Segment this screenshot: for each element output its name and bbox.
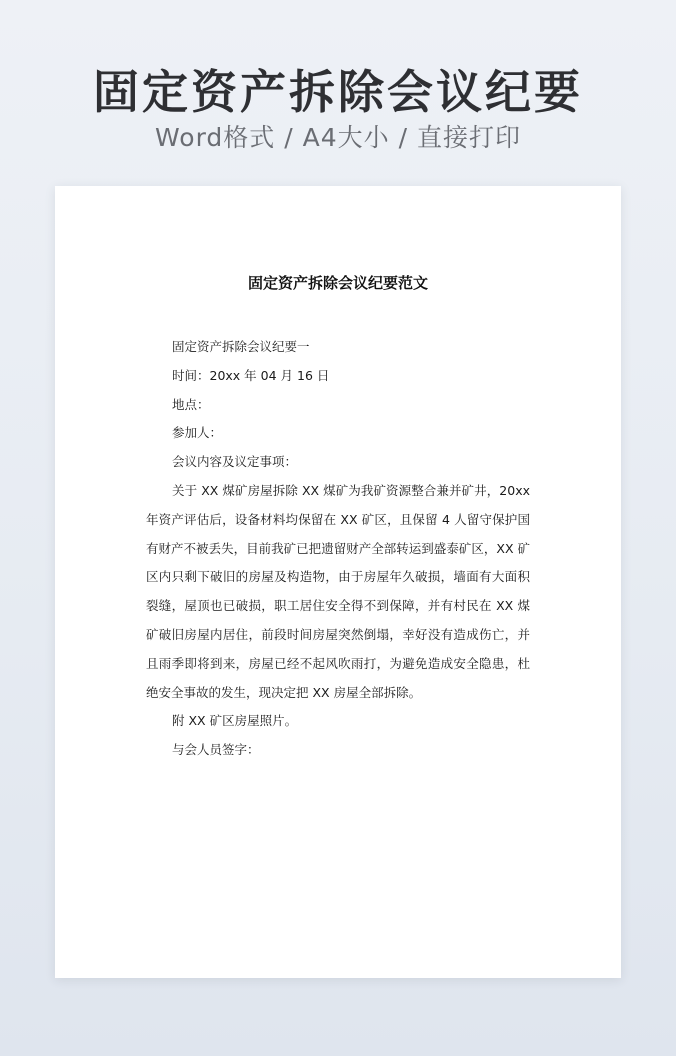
meeting-location: 地点： [172, 396, 210, 412]
document-page [55, 186, 621, 978]
minutes-heading: 固定资产拆除会议纪要一 [172, 339, 310, 354]
attachment-note: 附 XX 矿区房屋照片。 [172, 713, 298, 729]
banner-title: 固定资产拆除会议纪要 [93, 65, 583, 119]
main-paragraph: 关于 XX 煤矿房屋拆除 XX 煤矿为我矿资源整合兼并矿井，20xx 年资产评估后，设备材料均保留在 XX 矿区，且保留 4 人留守保护国有财产不被丢失，目前我矿已把遗留财产全部转运到盛泰矿区，XX 矿区内只剩下破旧的房屋及构造物，由于房屋年久破损，墙面有大面积裂缝，屋顶也已破损，职工居住安全得不到保障，并有村民在 XX 煤矿破旧房屋内居住，前段时间房屋突然倒塌，幸好没有造成伤亡，并且雨季即将到来，房屋已经不起风吹雨打，为避免造成安全隐患，杜绝安全事故的发生，现决定把 XX 房屋全部拆除。 [146, 482, 530, 700]
agenda-heading: 会议内容及议定事项： [172, 454, 298, 470]
document-title: 固定资产拆除会议纪要范文 [247, 274, 428, 292]
banner-subtitle: Word格式 / A4大小 / 直接打印 [155, 123, 521, 152]
signature-line: 与会人员签字： [172, 742, 260, 758]
meeting-time: 时间：20xx 年 04 月 16 日 [172, 367, 330, 383]
attendees: 参加人： [172, 425, 223, 441]
document-body [146, 333, 530, 765]
